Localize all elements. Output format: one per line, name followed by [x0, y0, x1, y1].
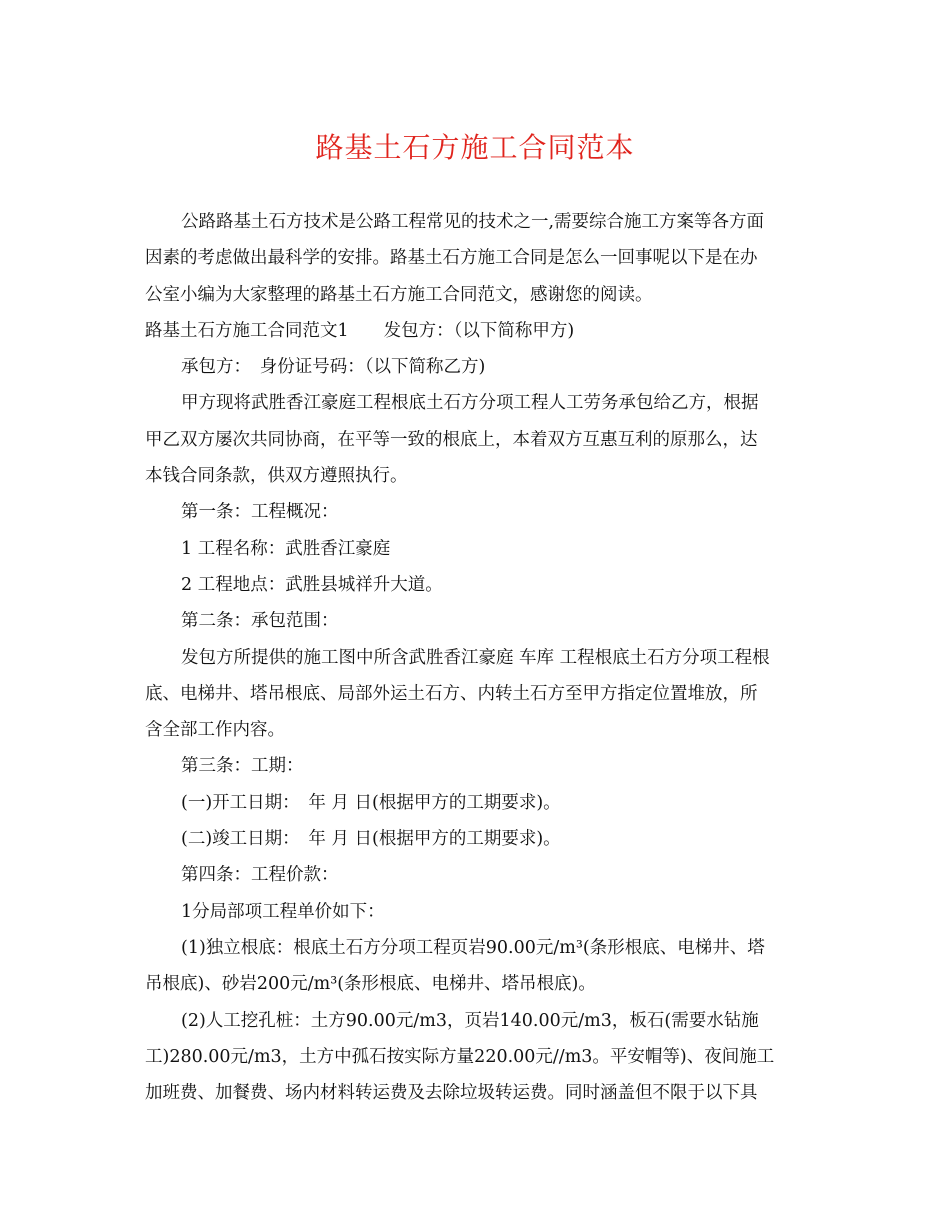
- body-line: 因素的考虑做出最科学的安排。路基土石方施工合同是怎么一回事呢以下是在办: [145, 248, 758, 269]
- body-line: 工)280.00元/m3，土方中孤石按实际方量220.00元//m3。平安帽等)、夜间施工: [145, 1046, 775, 1067]
- body-line: (1)独立根底：根底土石方分项工程页岩90.00元/m³(条形根底、电梯井、塔: [181, 937, 765, 958]
- document-title: 路基土石方施工合同范本: [315, 131, 635, 164]
- body-line: 公路路基土石方技术是公路工程常见的技术之一,需要综合施工方案等各方面: [181, 212, 765, 232]
- body-line: 发包方所提供的施工图中所含武胜香江豪庭 车库 工程根底土石方分项工程根: [181, 647, 770, 668]
- body-line: 加班费、加餐费、场内材料转运费及去除垃圾转运费。同时涵盖但不限于以下具: [145, 1083, 758, 1104]
- body-line: (2)人工挖孔桩：土方90.00元/m3，页岩140.00元/m3，板石(需要水钻施: [181, 1010, 759, 1031]
- body-line: (一)开工日期： 年 月 日(根据甲方的工期要求)。: [181, 792, 561, 813]
- body-line: 2 工程地点：武胜县城祥升大道。: [181, 574, 443, 595]
- body-line: 底、电梯井、塔吊根底、局部外运土石方、内转土石方至甲方指定位置堆放，所: [145, 683, 758, 704]
- body-line: 甲方现将武胜香江豪庭工程根底土石方分项工程人工劳务承包给乙方，根据: [181, 393, 759, 414]
- body-line: 含全部工作内容。: [145, 720, 285, 741]
- document-body: [145, 204, 815, 1111]
- body-line: 第一条：工程概况：: [181, 502, 339, 523]
- body-line: 1 工程名称：武胜香江豪庭: [181, 538, 391, 559]
- body-line: 吊根底)、砂岩200元/m³(条形根底、电梯井、塔吊根底)。: [145, 974, 596, 995]
- body-line: 公室小编为大家整理的路基土石方施工合同范文，感谢您的阅读。: [145, 284, 653, 305]
- body-line: 本钱合同条款，供双方遵照执行。: [145, 466, 408, 487]
- body-line: 第二条：承包范围：: [181, 611, 339, 632]
- body-line: 第三条：工期：: [181, 756, 304, 777]
- body-line: 路基土石方施工合同范文1 发包方：（以下简称甲方): [145, 320, 575, 341]
- body-line: 甲乙双方屡次共同协商，在平等一致的根底上，本着双方互惠互利的原那么，达: [145, 429, 758, 450]
- body-line: 承包方： 身份证号码：（以下简称乙方): [181, 357, 486, 378]
- body-line: (二)竣工日期： 年 月 日(根据甲方的工期要求)。: [181, 829, 561, 850]
- body-line: 第四条：工程价款：: [181, 865, 339, 886]
- body-line: 1分局部项工程单价如下：: [181, 901, 385, 922]
